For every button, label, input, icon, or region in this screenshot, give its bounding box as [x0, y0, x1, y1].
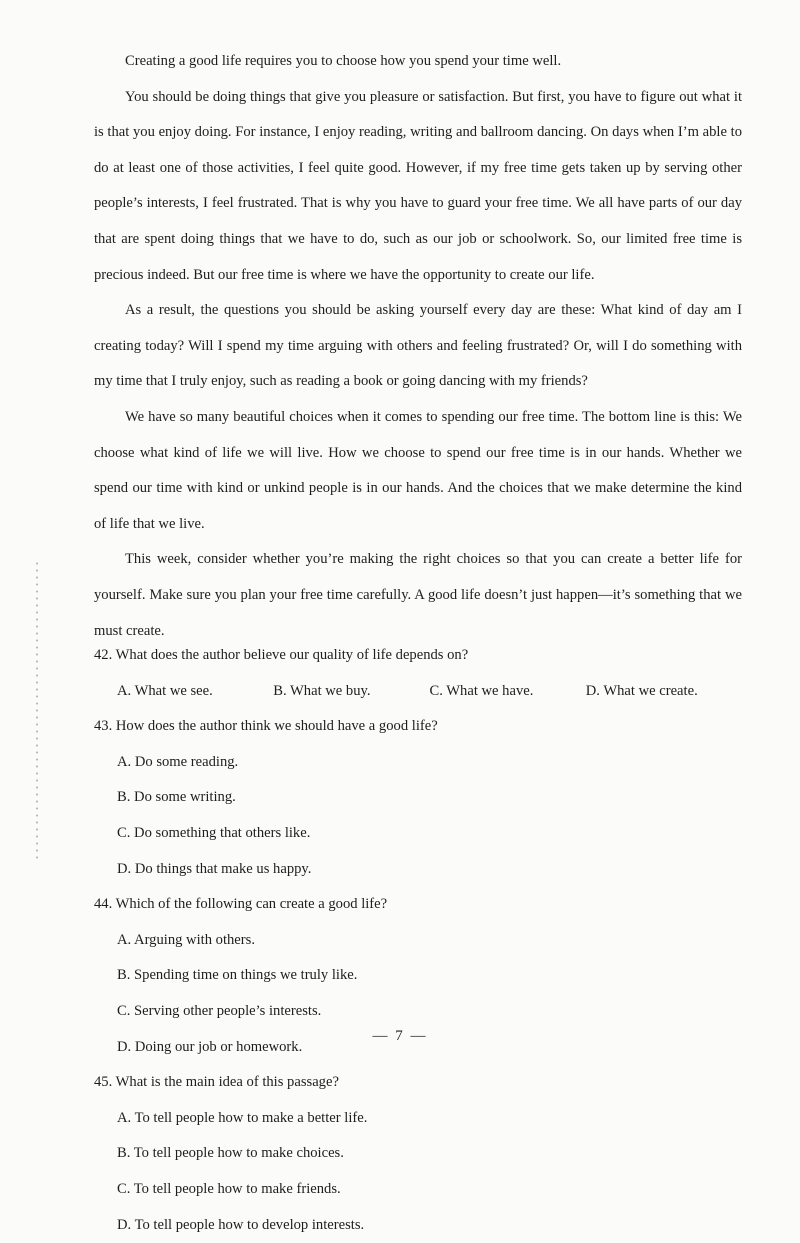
question-stem: 45. What is the main idea of this passage?	[94, 1065, 742, 1101]
option-b: B. What we buy.	[273, 674, 429, 710]
option-a: A. What we see.	[117, 674, 273, 710]
option-d: D. What we create.	[586, 674, 742, 710]
question-43	[94, 709, 742, 887]
option-d: D. Doing our job or homework.	[117, 1030, 440, 1066]
option-d: D. Do things that make us happy.	[117, 852, 440, 888]
question-list	[94, 638, 742, 1243]
question-stem: 43. How does the author think we should have a good life?	[94, 709, 742, 745]
question-42	[94, 638, 742, 709]
option-b: B. Do some writing.	[117, 780, 440, 816]
option-a: A. Do some reading.	[117, 745, 440, 781]
option-a: A. Arguing with others.	[117, 923, 440, 959]
passage-paragraph-3: As a result, the questions you should be asking yourself every day are these: What kind of day am I creating today? Will I spend my time arguing with others and feeling frustrated? Or, will I do something with my time that I truly enjoy, such as reading a book or going dancing with my friends?	[94, 293, 742, 400]
option-c: C. To tell people how to make friends.	[117, 1172, 440, 1208]
passage-paragraph-2: You should be doing things that give you pleasure or satisfaction. But first, you have to figure out what it is that you enjoy doing. For instance, I enjoy reading, writing and ballroom dancing. On days when I’m able to do at least one of those activities, I feel quite good. However, if my free time gets taken up by serving other people’s interests, I feel frustrated. That is why you have to guard your free time. We all have parts of our day that are spent doing things that we have to do, such as our job or schoolwork. So, our limited free time is precious indeed. But our free time is where we have the opportunity to create our life.	[94, 80, 742, 294]
option-b: B. Spending time on things we truly like.	[117, 958, 440, 994]
page-number: — 7 —	[0, 1028, 800, 1045]
option-grid	[94, 1101, 742, 1243]
reading-passage	[94, 44, 742, 649]
option-c: C. What we have.	[430, 674, 586, 710]
option-row	[94, 674, 742, 710]
option-c: C. Do something that others like.	[117, 816, 440, 852]
option-grid	[94, 745, 742, 887]
passage-paragraph-4: We have so many beautiful choices when it comes to spending our free time. The bottom line is this: We choose what kind of life we will live. How we choose to spend our free time is in our hands. Whether we spend our time with kind or unkind people is in our hands. And the choices that we make determine the kind of life that we live.	[94, 400, 742, 542]
option-b: B. To tell people how to make choices.	[117, 1136, 440, 1172]
question-stem: 42. What does the author believe our quality of life depends on?	[94, 638, 742, 674]
option-c: C. Serving other people’s interests.	[117, 994, 440, 1030]
question-45	[94, 1065, 742, 1243]
passage-paragraph-5: This week, consider whether you’re making the right choices so that you can create a better life for yourself. Make sure you plan your free time carefully. A good life doesn’t just happen—it’s something that we must create.	[94, 542, 742, 649]
option-a: A. To tell people how to make a better life.	[117, 1101, 440, 1137]
passage-paragraph-1: Creating a good life requires you to choose how you spend your time well.	[94, 44, 742, 80]
binding-margin-dots	[36, 560, 38, 860]
option-d: D. To tell people how to develop interests.	[117, 1208, 440, 1243]
question-stem: 44. Which of the following can create a good life?	[94, 887, 742, 923]
